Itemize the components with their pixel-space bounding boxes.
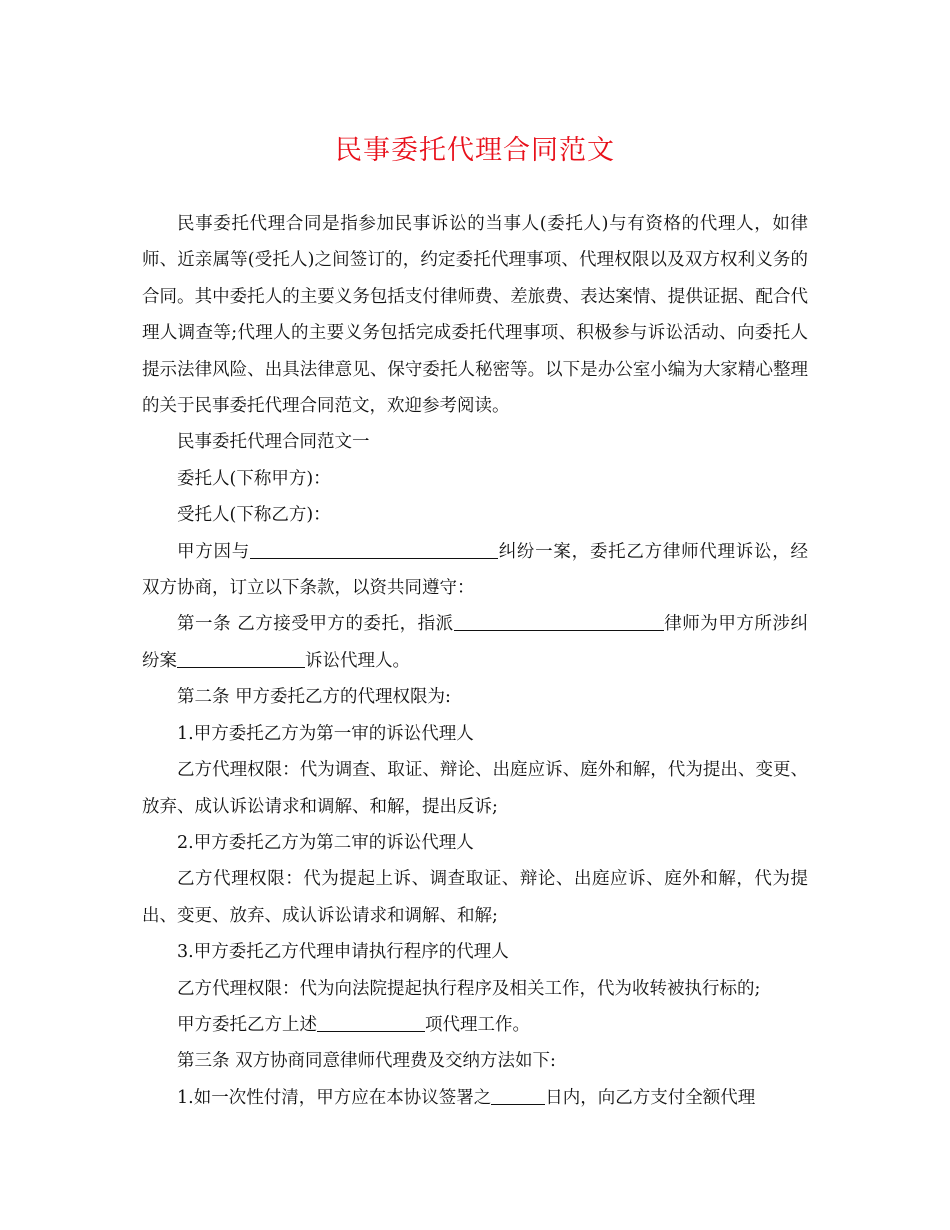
party-a-line: 委托人(下称甲方)：	[177, 468, 331, 489]
case-text-post: 纠纷一案，委托乙方律师代理诉讼，经双方协商，订立以下条款，以资共同遵守：	[142, 541, 808, 599]
article-1-pre: 第一条 乙方接受甲方的委托，指派	[177, 614, 454, 635]
items-count-post: 项代理工作。	[425, 1014, 530, 1035]
party-b-line: 受托人(下称乙方)：	[177, 505, 331, 526]
section-heading: 民事委托代理合同范文一	[177, 432, 370, 453]
article-1	[142, 606, 808, 679]
item-1: 1.甲方委托乙方为第一审的诉讼代理人	[177, 723, 474, 744]
item-3-scope: 乙方代理权限：代为向法院提起执行程序及相关工作，代为收转被执行标的;	[177, 978, 761, 999]
article-2: 第二条 甲方委托乙方的代理权限为:	[177, 687, 451, 708]
items-count-pre: 甲方委托乙方上述	[177, 1014, 317, 1035]
article-3: 第三条 双方协商同意律师代理费及交纳方法如下:	[177, 1051, 556, 1072]
case-text-pre: 甲方因与	[177, 541, 250, 562]
payment-1	[142, 1080, 808, 1116]
item-2-scope: 乙方代理权限：代为提起上诉、调查取证、辩论、出庭应诉、庭外和解，代为提出、变更、放弃、成认诉讼请求和调解、和解;	[142, 869, 808, 926]
items-count-blank	[317, 1013, 425, 1032]
payment-1-post: 日内，向乙方支付全额代理	[545, 1087, 756, 1108]
payment-1-pre: 1.如一次性付清，甲方应在本协议签署之	[177, 1087, 492, 1108]
days-blank	[491, 1086, 545, 1105]
article-1-post: 诉讼代理人。	[305, 650, 410, 671]
lawyer-blank	[454, 613, 664, 632]
document-title: 民事委托代理合同范文	[335, 135, 615, 166]
intro-paragraph: 民事委托代理合同是指参加民事诉讼的当事人(委托人)与有资格的代理人，如律师、近亲属等(受托人)之间签订的，约定委托代理事项、代理权限以及双方权利义务的合同。其中委托人的主要义务包括支付律师费、差旅费、表达案情、提供证据、配合代理人调查等;代理人的主要义务包括完成委托代理事项、积极参与诉讼活动、向委托人提示法律风险、出具法律意见、保守委托人秘密等。以下是办公室小编为大家精心整理的关于民事委托代理合同范文，欢迎参考阅读。	[142, 214, 808, 417]
article-1-mid: 律师为甲方所涉纠纷案	[142, 614, 808, 671]
case-name-blank	[177, 649, 305, 668]
items-count-line	[142, 1007, 808, 1043]
case-paragraph	[142, 534, 808, 607]
item-1-scope: 乙方代理权限：代为调查、取证、辩论、出庭应诉、庭外和解，代为提出、变更、放弃、成认诉讼请求和调解、和解，提出反诉;	[142, 760, 808, 817]
item-2: 2.甲方委托乙方为第二审的诉讼代理人	[177, 832, 474, 853]
item-3: 3.甲方委托乙方代理申请执行程序的代理人	[177, 942, 509, 963]
document-body	[142, 206, 808, 1116]
case-blank	[250, 540, 498, 559]
